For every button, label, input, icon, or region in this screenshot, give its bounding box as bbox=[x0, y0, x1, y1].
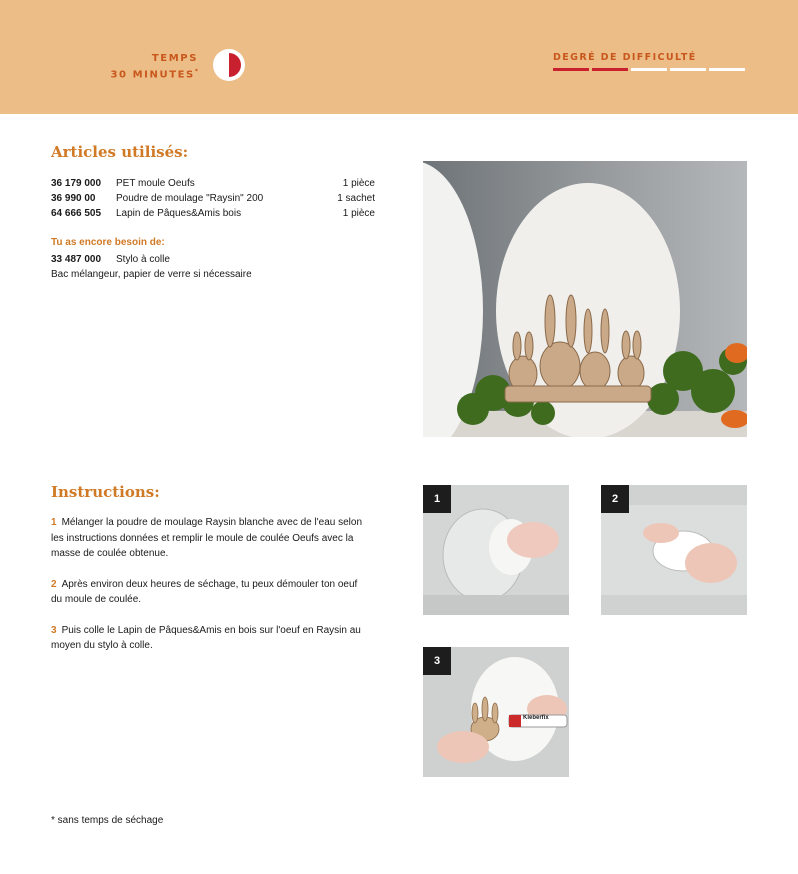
article-qty: 1 pièce bbox=[342, 208, 375, 219]
article-number: 36 179 000 bbox=[51, 178, 102, 189]
article-qty: 1 pièce bbox=[342, 178, 375, 189]
article-qty: 1 sachet bbox=[337, 193, 375, 204]
need-item bbox=[51, 252, 375, 267]
instruction-step bbox=[51, 623, 371, 654]
footnote: * sans temps de séchage bbox=[51, 815, 164, 826]
difficulty-meter bbox=[553, 68, 745, 71]
header-band bbox=[0, 0, 798, 114]
step-text: Après environ deux heures de séchage, tu peux démouler ton oeuf du moule de coulée. bbox=[51, 578, 358, 605]
need-list bbox=[51, 252, 375, 282]
difficulty-bar bbox=[631, 68, 667, 71]
article-number: 36 990 00 bbox=[51, 193, 96, 204]
glue-brand-label: Kleberfix bbox=[523, 715, 549, 721]
step-number: 2 bbox=[51, 578, 57, 590]
step-badge: 3 bbox=[423, 647, 451, 675]
article-name: Poudre de moulage "Raysin" 200 bbox=[116, 193, 264, 204]
instruction-step bbox=[51, 577, 371, 608]
article-name: Lapin de Pâques&Amis bois bbox=[116, 208, 242, 219]
clock-quarter-icon bbox=[212, 48, 246, 82]
step-text: Puis colle le Lapin de Pâques&Amis en bois sur l'oeuf en Raysin au moyen du stylo à colle. bbox=[51, 624, 361, 651]
need-item-name: Stylo à colle bbox=[116, 254, 170, 265]
difficulty-bar bbox=[553, 68, 589, 71]
step-text: Mélanger la poudre de moulage Raysin blanche avec de l'eau selon les instructions données et remplir le moule de coulée Oeufs avec la masse de coulée obtenue. bbox=[51, 517, 363, 559]
need-extra: Bac mélangeur, papier de verre si nécessaire bbox=[51, 269, 252, 280]
article-name: PET moule Oeufs bbox=[116, 178, 195, 189]
step-number: 3 bbox=[51, 624, 57, 636]
instruction-step bbox=[51, 515, 371, 562]
easter-egg-bunnies-image bbox=[423, 161, 747, 437]
instructions-title: Instructions: bbox=[51, 483, 160, 501]
instructions-list bbox=[51, 515, 371, 669]
step-badge: 1 bbox=[423, 485, 451, 513]
articles-list bbox=[51, 176, 375, 221]
difficulty-label: DEGRÉ DE DIFFICULTÉ bbox=[553, 52, 697, 63]
step-3-photo bbox=[423, 647, 569, 777]
time-marker: * bbox=[194, 68, 198, 75]
article-number: 64 666 505 bbox=[51, 208, 102, 219]
articles-title: Articles utilisés: bbox=[51, 143, 189, 161]
difficulty-bar bbox=[709, 68, 745, 71]
time-title: TEMPS bbox=[151, 53, 198, 64]
step-badge: 2 bbox=[601, 485, 629, 513]
article-row bbox=[51, 176, 375, 191]
difficulty-bar bbox=[592, 68, 628, 71]
time-value: 30 MINUTES bbox=[110, 69, 195, 81]
step-1-photo bbox=[423, 485, 569, 615]
need-item-number: 33 487 000 bbox=[51, 254, 102, 265]
article-row bbox=[51, 206, 375, 221]
time-label bbox=[110, 52, 198, 81]
difficulty-bar bbox=[670, 68, 706, 71]
article-row bbox=[51, 191, 375, 206]
step-2-photo bbox=[601, 485, 747, 615]
need-title: Tu as encore besoin de: bbox=[51, 237, 165, 248]
main-product-photo bbox=[423, 161, 747, 437]
step-number: 1 bbox=[51, 517, 57, 528]
